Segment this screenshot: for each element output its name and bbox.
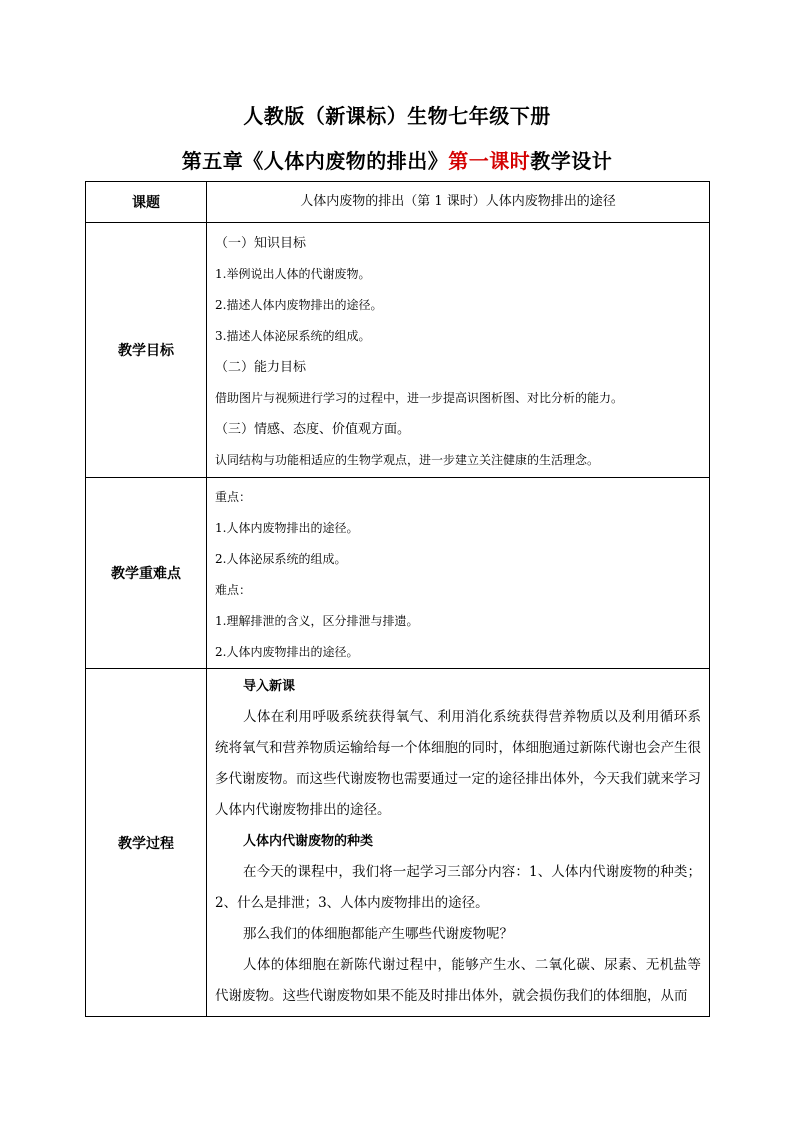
key-point-line: 1.理解排泄的含义，区分排泄与排遗。: [215, 614, 419, 628]
key-point-line: 1.人体内废物排出的途径。: [215, 521, 359, 535]
goal-line: 认同结构与功能相适应的生物学观点，进一步建立关注健康的生活理念。: [215, 453, 600, 467]
subtitle-suffix: 教学设计: [530, 149, 613, 173]
key-points-label: 教学重难点: [86, 478, 207, 669]
goal-line: 2.描述人体内废物排出的途径。: [215, 298, 383, 312]
subtitle-lesson-highlight: 第一课时: [448, 149, 531, 173]
goal-line: （一）知识目标: [215, 236, 307, 251]
table-row-key-points: [86, 478, 710, 669]
goal-line: 借助图片与视频进行学习的过程中，进一步提高识图析图、对比分析的能力。: [215, 391, 624, 405]
goals-label: 教学目标: [86, 223, 207, 478]
key-points-cell: [207, 478, 710, 669]
process-paragraph: 那么我们的体细胞都能产生哪些代谢废物呢？: [243, 926, 513, 942]
topic-label: 课题: [86, 182, 207, 223]
document-title: 人教版（新课标）生物七年级下册: [243, 104, 551, 128]
goals-cell: [207, 223, 710, 478]
table-row-process: [86, 669, 710, 1017]
key-point-line: 2.人体内废物排出的途径。: [215, 645, 359, 659]
process-paragraph: 人体在利用呼吸系统获得氧气、利用消化系统获得营养物质以及利用循环系统将氧气和营养物质运输给每一个体细胞的同时，体细胞通过新陈代谢也会产生很多代谢废物。而这些代谢废物也需要通过一定的途径排出体外，今天我们就来学习人体内代谢废物排出的途径。: [215, 709, 701, 818]
process-cell: [207, 669, 710, 1017]
topic-value: 人体内废物的排出（第 1 课时）人体内废物排出的途径: [300, 194, 616, 209]
key-point-line: 难点：: [215, 583, 252, 597]
document-subtitle: [0, 145, 794, 174]
subtitle-chapter: 第五章《人体内废物的排出》: [181, 149, 449, 173]
goal-line: （三）情感、态度、价值观方面。: [215, 422, 411, 437]
process-paragraph: 人体的体细胞在新陈代谢过程中，能够产生水、二氧化碳、尿素、无机盐等代谢废物。这些代谢废物如果不能及时排出体外，就会损伤我们的体细胞，从而: [215, 957, 701, 1004]
key-point-line: 重点：: [215, 490, 252, 504]
process-paragraph: 在今天的课程中，我们将一起学习三部分内容：1、人体内代谢废物的种类；2、什么是排泄；3、人体内废物排出的途径。: [215, 864, 701, 911]
goal-line: （二）能力目标: [215, 360, 307, 375]
process-heading: 导入新课: [243, 679, 296, 694]
goal-line: 3.描述人体泌尿系统的组成。: [215, 329, 371, 343]
table-row-goals: [86, 223, 710, 478]
table-row-topic: [86, 182, 710, 223]
process-label: 教学过程: [86, 669, 207, 1017]
topic-cell: [207, 182, 710, 223]
process-heading: 人体内代谢废物的种类: [243, 834, 374, 849]
lesson-plan-table: [85, 181, 710, 1017]
goal-line: 1.举例说出人体的代谢废物。: [215, 267, 371, 281]
key-point-line: 2.人体泌尿系统的组成。: [215, 552, 347, 566]
